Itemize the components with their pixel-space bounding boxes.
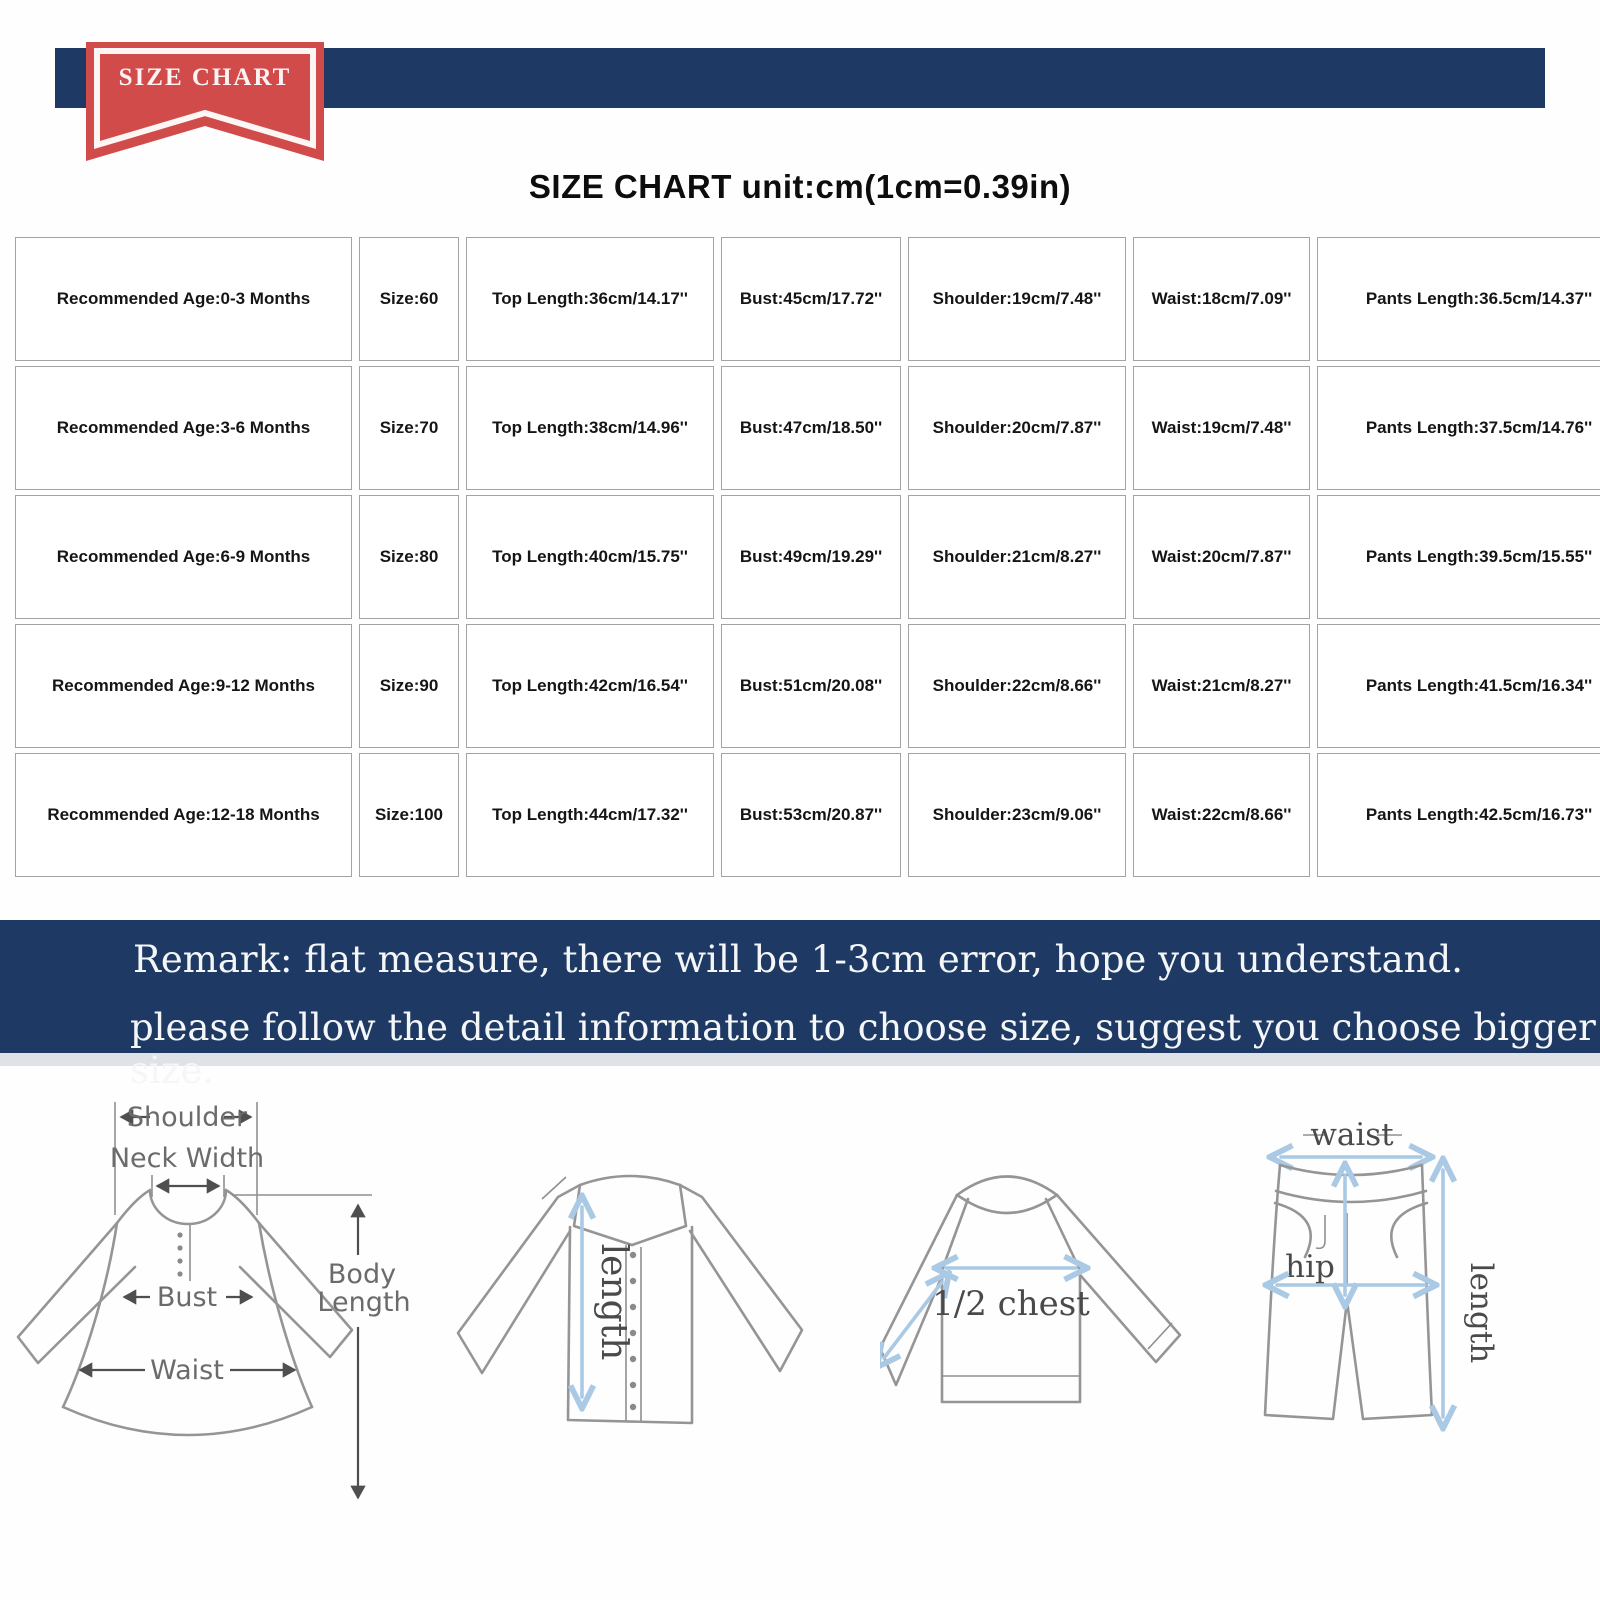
pants-measurement-diagram [1225, 1085, 1600, 1555]
table-cell: Pants Length:37.5cm/14.76'' [1317, 366, 1600, 490]
table-cell: Size:90 [359, 624, 459, 748]
table-cell: Size:80 [359, 495, 459, 619]
table-cell: Recommended Age:6-9 Months [15, 495, 352, 619]
pants-length-label: length [1463, 1262, 1499, 1364]
table-cell: Top Length:40cm/15.75'' [466, 495, 714, 619]
table-cell: Waist:21cm/8.27'' [1133, 624, 1310, 748]
table-cell: Recommended Age:3-6 Months [15, 366, 352, 490]
pants-hip-label: hip [1285, 1249, 1335, 1285]
table-cell: Pants Length:39.5cm/15.55'' [1317, 495, 1600, 619]
table-cell: Waist:22cm/8.66'' [1133, 753, 1310, 877]
remark-line-2: please follow the detail information to choose size, suggest you choose bigger size. [130, 1006, 1596, 1092]
table-cell: Shoulder:20cm/7.87'' [908, 366, 1126, 490]
dress-waist-label: Waist [150, 1355, 224, 1386]
table-cell: Size:100 [359, 753, 459, 877]
table-cell: Top Length:44cm/17.32'' [466, 753, 714, 877]
ribbon-badge [86, 42, 324, 164]
sweater-half-chest-label: 1/2 chest [932, 1284, 1090, 1324]
table-cell: Shoulder:22cm/8.66'' [908, 624, 1126, 748]
ribbon-badge-label: SIZE CHART [118, 64, 292, 91]
body-length-arrow [232, 1195, 372, 1498]
table-cell: Top Length:36cm/14.17'' [466, 237, 714, 361]
table-cell: Top Length:38cm/14.96'' [466, 366, 714, 490]
table-cell: Waist:18cm/7.09'' [1133, 237, 1310, 361]
table-cell: Shoulder:23cm/9.06'' [908, 753, 1126, 877]
page-title: SIZE CHART unit:cm(1cm=0.39in) [528, 168, 1072, 205]
table-cell: Shoulder:19cm/7.48'' [908, 237, 1126, 361]
table-cell: Waist:19cm/7.48'' [1133, 366, 1310, 490]
table-cell: Recommended Age:9-12 Months [15, 624, 352, 748]
dress-measurement-diagram [0, 1075, 420, 1530]
shirt-length-label: length [593, 1243, 634, 1361]
table-cell: Pants Length:41.5cm/16.34'' [1317, 624, 1600, 748]
size-table-body [15, 237, 1600, 877]
table-cell: Bust:47cm/18.50'' [721, 366, 901, 490]
sweater-measurement-diagram [880, 1100, 1280, 1530]
table-cell: Size:70 [359, 366, 459, 490]
dress-body-length-label-1: Body [327, 1259, 397, 1290]
table-row [15, 366, 1600, 490]
table-cell: Bust:53cm/20.87'' [721, 753, 901, 877]
ribbon-icon [86, 42, 324, 164]
pants-waist-label: waist [1310, 1117, 1394, 1153]
table-row [15, 753, 1600, 877]
table-cell: Top Length:42cm/16.54'' [466, 624, 714, 748]
remark-line-1: Remark: flat measure, there will be 1-3cm error, hope you understand. [133, 938, 1463, 981]
remark-banner [0, 920, 1600, 1092]
table-cell: Recommended Age:0-3 Months [15, 237, 352, 361]
neck-width-arrow [152, 1175, 224, 1197]
pants-outline [1265, 1165, 1432, 1419]
table-cell: Shoulder:21cm/8.27'' [908, 495, 1126, 619]
dress-neck-width-label: Neck Width [109, 1143, 265, 1174]
table-cell: Bust:45cm/17.72'' [721, 237, 901, 361]
table-cell: Recommended Age:12-18 Months [15, 753, 352, 877]
dress-shoulder-label: Shoulder [126, 1102, 248, 1133]
table-cell: Waist:20cm/7.87'' [1133, 495, 1310, 619]
dress-bust-label: Bust [156, 1282, 218, 1313]
table-cell: Size:60 [359, 237, 459, 361]
shirt-measurement-diagram [430, 1095, 830, 1535]
table-row [15, 237, 1600, 361]
table-cell: Bust:49cm/19.29'' [721, 495, 901, 619]
table-row [15, 624, 1600, 748]
table-cell: Bust:51cm/20.08'' [721, 624, 901, 748]
size-table [8, 232, 1600, 882]
dress-body-length-label-2: Length [317, 1287, 411, 1318]
table-cell: Pants Length:36.5cm/14.37'' [1317, 237, 1600, 361]
table-row [15, 495, 1600, 619]
table-cell: Pants Length:42.5cm/16.73'' [1317, 753, 1600, 877]
